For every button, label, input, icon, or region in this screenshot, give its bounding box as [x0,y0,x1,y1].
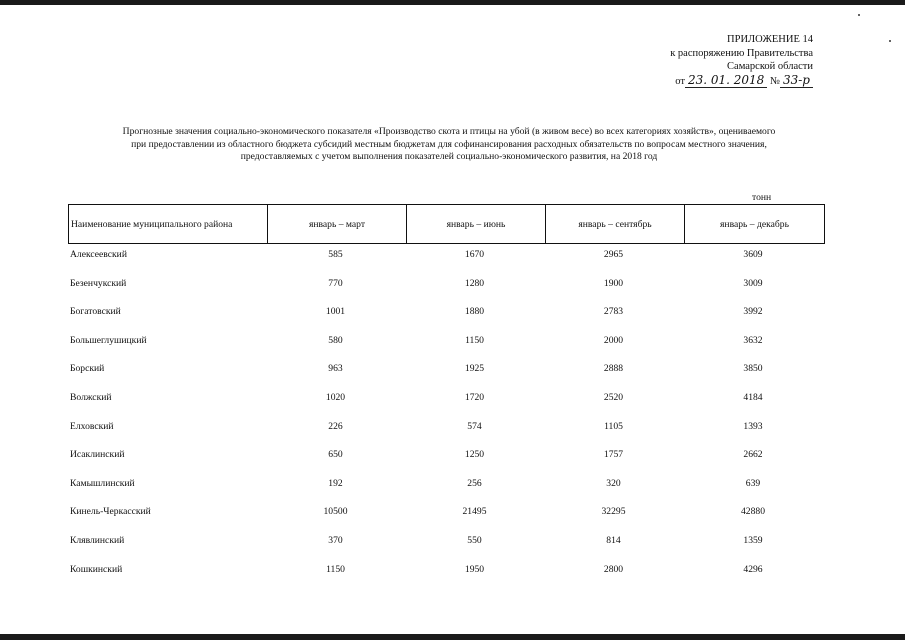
table-row [68,277,825,306]
district-name: Исаклинский [70,449,125,461]
value-q1: 770 [328,277,343,289]
district-name: Камышлинский [70,477,135,489]
value-h1: 1280 [464,277,485,289]
value-h1: 1925 [464,363,485,375]
district-name: Кинель-Черкасский [70,506,151,518]
value-9m: 2520 [603,391,624,403]
value-9m: 2000 [603,334,624,346]
title-line-2: при предоставлении из областного бюджета субсидий местным бюджетам для софинансирования расходных обязательств по вопросам местного значения, [131,138,767,150]
value-q1: 192 [328,477,343,489]
header-district: Наименование муниципального района [71,218,233,230]
value-year: 3992 [743,306,763,318]
value-9m: 2888 [603,363,624,375]
district-name: Волжский [70,391,112,403]
value-year: 3009 [743,277,763,289]
table-body [68,248,825,591]
value-year: 1393 [743,420,763,432]
value-q1: 1150 [326,563,345,575]
table-row [68,534,825,563]
number-prefix: № [769,75,780,87]
value-h1: 1150 [465,334,484,346]
value-q1: 370 [328,534,343,546]
header-9m: январь – сентябрь [545,205,684,243]
header-year: январь – декабрь [684,205,824,243]
district-name: Богатовский [70,306,121,318]
handwritten-date: 23. 01. 2018 [685,73,767,88]
document-title [40,126,858,164]
value-h1: 1250 [464,449,485,461]
value-9m: 1105 [604,420,623,432]
value-h1: 1720 [464,391,485,403]
value-9m: 320 [606,477,621,489]
value-9m: 2783 [603,306,624,318]
district-name: Елховский [70,420,114,432]
appendix-block [670,33,813,88]
date-prefix: от [675,75,685,87]
value-q1: 650 [328,449,343,461]
appendix-date-line [670,74,813,89]
district-name: Алексеевский [70,249,127,260]
value-year: 4184 [743,391,763,403]
district-name: Клявлинский [70,534,125,546]
value-year: 3632 [743,334,763,346]
district-name: Кошкинский [70,563,123,575]
value-h1: 21495 [462,506,487,518]
value-9m: 2965 [603,249,624,260]
handwritten-number: 33-р [780,73,813,88]
district-name: Безенчукский [70,277,127,289]
value-h1: 256 [467,477,482,489]
value-9m: 1757 [603,449,624,461]
table-row [68,362,825,391]
value-year: 3850 [743,363,763,375]
title-line-1: Прогнозные значения социально-экономического показателя «Производство скота и птицы на убой (в живом весе) во всех категориях хозяйств», оцениваемого [122,126,776,137]
value-year: 1359 [743,534,763,546]
table-row [68,477,825,506]
table-row [68,391,825,420]
value-year: 3609 [743,249,763,260]
value-q1: 585 [328,249,343,260]
scan-edge-bottom [0,634,905,640]
scan-edge-top [0,0,905,5]
header-h1: январь – июнь [406,205,545,243]
value-year: 639 [745,477,761,489]
value-q1: 963 [328,363,343,375]
table-row [68,248,825,277]
value-year: 4296 [743,563,763,575]
value-h1: 1880 [464,306,485,318]
scan-speck [858,14,860,16]
value-q1: 1001 [325,306,346,318]
value-q1: 10500 [323,506,348,518]
table-row [68,448,825,477]
value-year: 2662 [743,449,763,461]
district-name: Борский [70,363,105,375]
district-name: Большеглушицкий [70,334,147,346]
appendix-title: ПРИЛОЖЕНИЕ 14 [727,34,813,45]
value-q1: 580 [328,334,343,346]
table-row [68,505,825,534]
value-q1: 1020 [325,391,346,403]
value-9m: 1900 [603,277,624,289]
value-h1: 1670 [464,249,485,260]
value-9m: 2800 [603,563,624,575]
value-h1: 574 [467,420,482,432]
scan-speck [889,40,891,42]
value-9m: 32295 [601,506,626,518]
value-h1: 1950 [464,563,485,575]
table-row [68,420,825,449]
table-row [68,563,825,592]
table-row [68,305,825,334]
table-header [68,204,825,244]
table-row [68,334,825,363]
appendix-order: к распоряжению Правительства [670,47,813,59]
appendix-region: Самарской области [727,61,813,72]
header-q1: январь – март [267,205,406,243]
units-label: тонн [752,192,772,203]
title-line-3: предоставляемых с учетом выполнения показателей социально-экономического развития, на 2018 год [240,151,658,162]
value-9m: 814 [606,534,621,546]
value-h1: 550 [467,534,482,546]
value-year: 42880 [741,506,765,518]
value-q1: 226 [328,420,343,432]
